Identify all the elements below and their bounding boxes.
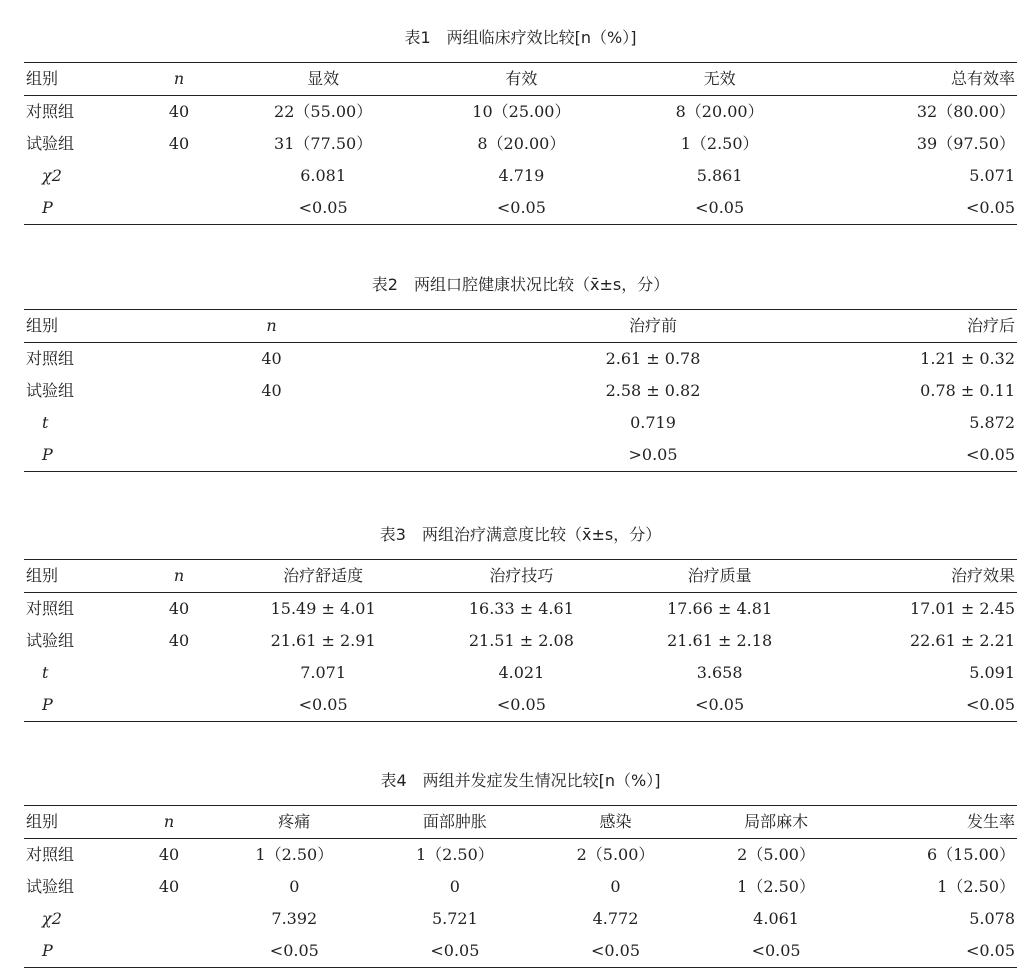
- cell: 0.719: [630, 413, 676, 432]
- cell: 4.061: [753, 909, 799, 928]
- cell: 5.071: [969, 166, 1015, 185]
- cell: 5.721: [431, 909, 478, 928]
- cell: 22.61 ± 2.21: [909, 631, 1015, 650]
- cell: 21.61 ± 2.91: [270, 631, 376, 650]
- table-row: [24, 935, 1017, 968]
- table-4-caption: 表4 两组并发症发生情况比较[n（%）]: [380, 771, 661, 790]
- cell: 7.071: [300, 663, 347, 682]
- cell: <0.05: [590, 941, 640, 960]
- cell: 40: [261, 381, 282, 400]
- header-col: 无效: [703, 69, 736, 88]
- cell: 1（2.50）: [255, 845, 334, 864]
- cell: 39（97.50）: [916, 134, 1015, 153]
- cell: [124, 935, 214, 968]
- header-col: 面部肿胀: [422, 812, 487, 831]
- header-col: 治疗技巧: [489, 566, 554, 585]
- cell: [134, 657, 224, 689]
- cell: [134, 439, 489, 472]
- cell: <0.05: [965, 695, 1015, 714]
- cell: 0: [289, 877, 300, 896]
- table-row: [24, 128, 1017, 160]
- table-2-grid: [24, 309, 1017, 472]
- table-2-caption: 表2 两组口腔健康状况比较（x̄±s，分）: [371, 275, 670, 294]
- cell: 5.078: [969, 909, 1015, 928]
- header-group: 组别: [26, 69, 59, 88]
- cell: 5.091: [969, 663, 1015, 682]
- table-row: [24, 625, 1017, 657]
- cell: 试验组: [26, 381, 75, 400]
- cell: <0.05: [496, 695, 546, 714]
- cell: <0.05: [298, 695, 348, 714]
- header-col: 有效: [505, 69, 538, 88]
- cell: <0.05: [965, 941, 1015, 960]
- header-n: n: [173, 69, 185, 88]
- cell: <0.05: [430, 941, 480, 960]
- table-row: [24, 657, 1017, 689]
- cell: <0.05: [496, 198, 546, 217]
- header-col: 发生率: [966, 812, 1015, 831]
- table-row: [24, 192, 1017, 225]
- cell: 1.21 ± 0.32: [920, 349, 1015, 368]
- cell: 3.658: [696, 663, 743, 682]
- table-1: [24, 26, 1017, 225]
- p-label: P: [42, 941, 53, 960]
- cell: 2（5.00）: [576, 845, 655, 864]
- cell: 40: [168, 134, 190, 153]
- cell: 1（2.50）: [680, 134, 759, 153]
- table-row: [24, 375, 1017, 407]
- cell: 21.61 ± 2.18: [667, 631, 773, 650]
- cell: 1（2.50）: [737, 877, 815, 896]
- cell: 对照组: [26, 845, 75, 864]
- header-n: n: [266, 316, 277, 335]
- header-group: 组别: [26, 812, 59, 831]
- cell: 1（2.50）: [937, 877, 1015, 896]
- header-col: 治疗舒适度: [283, 566, 364, 585]
- cell: <0.05: [695, 695, 745, 714]
- header-col: 治疗前: [628, 316, 677, 335]
- cell: 8（20.00）: [675, 102, 764, 121]
- cell: 4.021: [498, 663, 545, 682]
- cell: 40: [168, 599, 190, 618]
- p-label: P: [42, 445, 53, 464]
- header-n: n: [163, 812, 175, 831]
- table-row: [24, 689, 1017, 722]
- cell: 40: [261, 349, 282, 368]
- table-2: [24, 273, 1017, 472]
- cell: 6（15.00）: [927, 845, 1015, 864]
- cell: 对照组: [26, 349, 75, 368]
- cell: 16.33 ± 4.61: [468, 599, 574, 618]
- chi-square-label: χ2: [42, 166, 62, 185]
- table-3: [24, 523, 1017, 722]
- cell: 4.719: [498, 166, 545, 185]
- table-row: [24, 160, 1017, 192]
- cell: 0: [449, 877, 460, 896]
- cell: 0.78 ± 0.11: [920, 381, 1015, 400]
- cell: 40: [168, 102, 190, 121]
- cell: <0.05: [965, 198, 1015, 217]
- cell: 0: [610, 877, 621, 896]
- table-row: [24, 343, 1017, 376]
- cell: 32（80.00）: [916, 102, 1015, 121]
- cell: 4.772: [592, 909, 639, 928]
- cell: <0.05: [298, 198, 348, 217]
- cell: 对照组: [26, 102, 75, 121]
- cell: 1（2.50）: [415, 845, 494, 864]
- header-col: 局部麻木: [744, 812, 809, 831]
- table-4: [24, 769, 1017, 968]
- table-3-caption: 表3 两组治疗满意度比较（x̄±s，分）: [379, 525, 662, 544]
- cell: 22（55.00）: [274, 102, 373, 121]
- header-col: 治疗后: [966, 316, 1015, 335]
- table-1-caption: 表1 两组临床疗效比较[n（%）]: [404, 28, 637, 47]
- header-group: 组别: [26, 316, 59, 335]
- table-3-grid: [24, 559, 1017, 722]
- cell: 2.58 ± 0.82: [605, 381, 701, 400]
- header-col: 治疗效果: [950, 566, 1015, 585]
- table-1-grid: [24, 62, 1017, 225]
- t-label: t: [42, 413, 49, 432]
- cell: 试验组: [26, 877, 75, 896]
- cell: <0.05: [695, 198, 745, 217]
- cell: 40: [158, 845, 180, 864]
- cell: 5.872: [969, 413, 1015, 432]
- header-col: 治疗质量: [687, 566, 752, 585]
- cell: 试验组: [26, 631, 75, 650]
- cell: 对照组: [26, 599, 75, 618]
- p-label: P: [42, 695, 53, 714]
- cell: [124, 903, 214, 935]
- p-label: P: [42, 198, 53, 217]
- header-col: 显效: [307, 69, 340, 88]
- table-row: [24, 96, 1017, 129]
- cell: [134, 689, 224, 722]
- table-row: [24, 871, 1017, 903]
- cell: 6.081: [300, 166, 347, 185]
- cell: 2（5.00）: [737, 845, 815, 864]
- cell: 17.01 ± 2.45: [909, 599, 1015, 618]
- cell: 8（20.00）: [477, 134, 566, 153]
- cell: [134, 192, 224, 225]
- header-group: 组别: [26, 566, 59, 585]
- table-4-grid: [24, 805, 1017, 968]
- cell: [134, 160, 224, 192]
- cell: 试验组: [26, 134, 75, 153]
- cell: <0.05: [751, 941, 801, 960]
- cell: 15.49 ± 4.01: [270, 599, 376, 618]
- cell: <0.05: [269, 941, 319, 960]
- cell: [134, 407, 489, 439]
- cell: <0.05: [965, 445, 1015, 464]
- cell: >0.05: [628, 445, 678, 464]
- cell: 17.66 ± 4.81: [667, 599, 773, 618]
- cell: 2.61 ± 0.78: [605, 349, 701, 368]
- table-row: [24, 839, 1017, 872]
- cell: 40: [168, 631, 190, 650]
- table-header-row: [24, 806, 1017, 839]
- table-header-row: [24, 310, 1017, 343]
- header-col: 疼痛: [278, 812, 311, 831]
- cell: 10（25.00）: [472, 102, 571, 121]
- header-n: n: [173, 566, 185, 585]
- cell: 21.51 ± 2.08: [468, 631, 574, 650]
- cell: 7.392: [271, 909, 318, 928]
- table-row: [24, 903, 1017, 935]
- table-row: [24, 407, 1017, 439]
- table-header-row: [24, 560, 1017, 593]
- cell: 31（77.50）: [274, 134, 373, 153]
- header-col: 感染: [599, 812, 632, 831]
- cell: 5.861: [696, 166, 743, 185]
- table-header-row: [24, 63, 1017, 96]
- t-label: t: [42, 663, 49, 682]
- table-row: [24, 439, 1017, 472]
- header-col: 总有效率: [950, 69, 1015, 88]
- table-row: [24, 593, 1017, 626]
- chi-square-label: χ2: [42, 909, 62, 928]
- cell: 40: [158, 877, 180, 896]
